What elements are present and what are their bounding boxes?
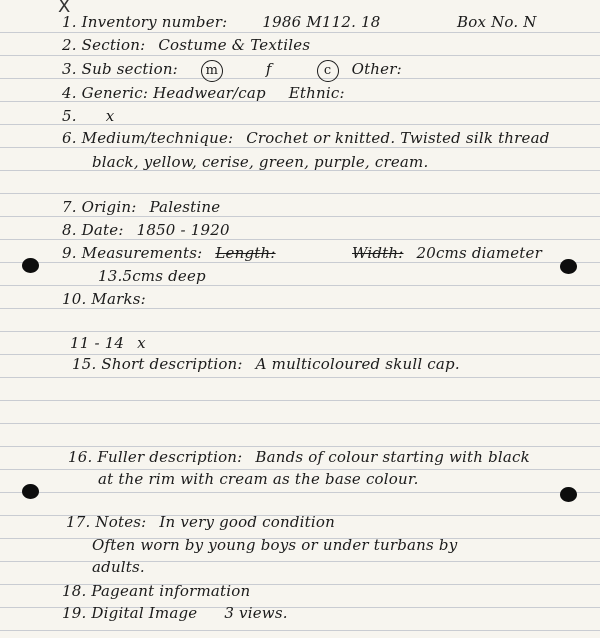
row-medium-continued <box>92 153 580 175</box>
section-label: 2. Section: <box>62 36 146 54</box>
row-eleven-fourteen <box>70 334 580 356</box>
pageant-information-label: 18. Pageant information <box>62 582 251 600</box>
inventory-number-value: 1986 M112. 18 <box>262 13 381 31</box>
medium-value-continued: black, yellow, cerise, green, purple, cream. <box>92 153 429 171</box>
row-short-description <box>72 355 580 377</box>
row-pageant-information <box>62 582 580 604</box>
row-inventory-number <box>62 13 580 35</box>
rows-eleven-fourteen-value: x <box>137 334 146 352</box>
row-fuller-description-continued <box>98 470 580 492</box>
row-generic <box>62 84 580 106</box>
row-notes-continued-1 <box>92 536 580 558</box>
fuller-description-value: Bands of colour starting with black <box>255 448 530 466</box>
origin-label: 7. Origin: <box>62 198 137 216</box>
fuller-description-label: 16. Fuller description: <box>68 448 243 466</box>
punch-hole-left-lower <box>22 484 39 499</box>
sub-section-other: Other: <box>351 60 402 78</box>
row-fuller-description <box>68 448 580 470</box>
date-value: 1850 - 1920 <box>136 221 230 239</box>
row-date <box>62 221 580 243</box>
measurements-label: 9. Measurements: <box>62 244 203 262</box>
notes-value: In very good condition <box>159 513 335 531</box>
length-label: Length: <box>215 244 276 262</box>
rows-eleven-fourteen-label: 11 - 14 <box>70 334 125 352</box>
row-medium <box>62 129 580 151</box>
medium-label: 6. Medium/technique: <box>62 129 234 147</box>
marks-label: 10. Marks: <box>62 290 146 308</box>
ethnic-label: Ethnic: <box>288 84 345 102</box>
row-notes-continued-2 <box>92 558 580 580</box>
digital-image-label: 19. Digital Image <box>62 604 198 622</box>
row-notes <box>66 513 580 535</box>
width-value-group <box>352 244 550 262</box>
fuller-description-continued: at the rim with cream as the base colour. <box>98 470 419 488</box>
sub-section-m-circled: m <box>201 60 223 82</box>
notes-continued-2: adults. <box>92 558 145 576</box>
row-digital-image <box>62 604 580 626</box>
digital-image-value: 3 views. <box>224 604 288 622</box>
box-number: Box No. N <box>457 13 537 31</box>
origin-value: Palestine <box>149 198 221 216</box>
depth-value: 13.5cms deep <box>98 267 206 285</box>
punch-hole-left-upper <box>22 258 39 273</box>
section-value: Costume & Textiles <box>158 36 311 54</box>
top-corner-mark: X <box>58 0 71 17</box>
row-measurements <box>62 244 580 266</box>
short-description-label: 15. Short description: <box>72 355 243 373</box>
row-five <box>62 107 580 129</box>
row-measurements-continued <box>98 267 580 289</box>
row-sub-section <box>62 60 580 82</box>
width-label: Width: <box>352 244 404 262</box>
row-five-label: 5. <box>62 107 77 125</box>
medium-value: Crochet or knitted. Twisted silk thread <box>246 129 550 147</box>
short-description-value: A multicoloured skull cap. <box>255 355 460 373</box>
generic-label: 4. Generic: Headwear/cap <box>62 84 266 102</box>
row-five-value: x <box>105 107 115 125</box>
row-section <box>62 36 580 58</box>
sub-section-label: 3. Sub section: <box>62 60 178 78</box>
notes-label: 17. Notes: <box>66 513 147 531</box>
row-marks <box>62 290 580 312</box>
row-origin <box>62 198 580 220</box>
inventory-number-label: 1. Inventory number: <box>62 13 228 31</box>
sub-section-c-circled: c <box>317 60 339 82</box>
notes-continued-1: Often worn by young boys or under turbans by <box>92 536 458 554</box>
date-label: 8. Date: <box>62 221 124 239</box>
sub-section-f: f <box>265 60 272 78</box>
width-value: 20cms diameter <box>416 244 542 262</box>
